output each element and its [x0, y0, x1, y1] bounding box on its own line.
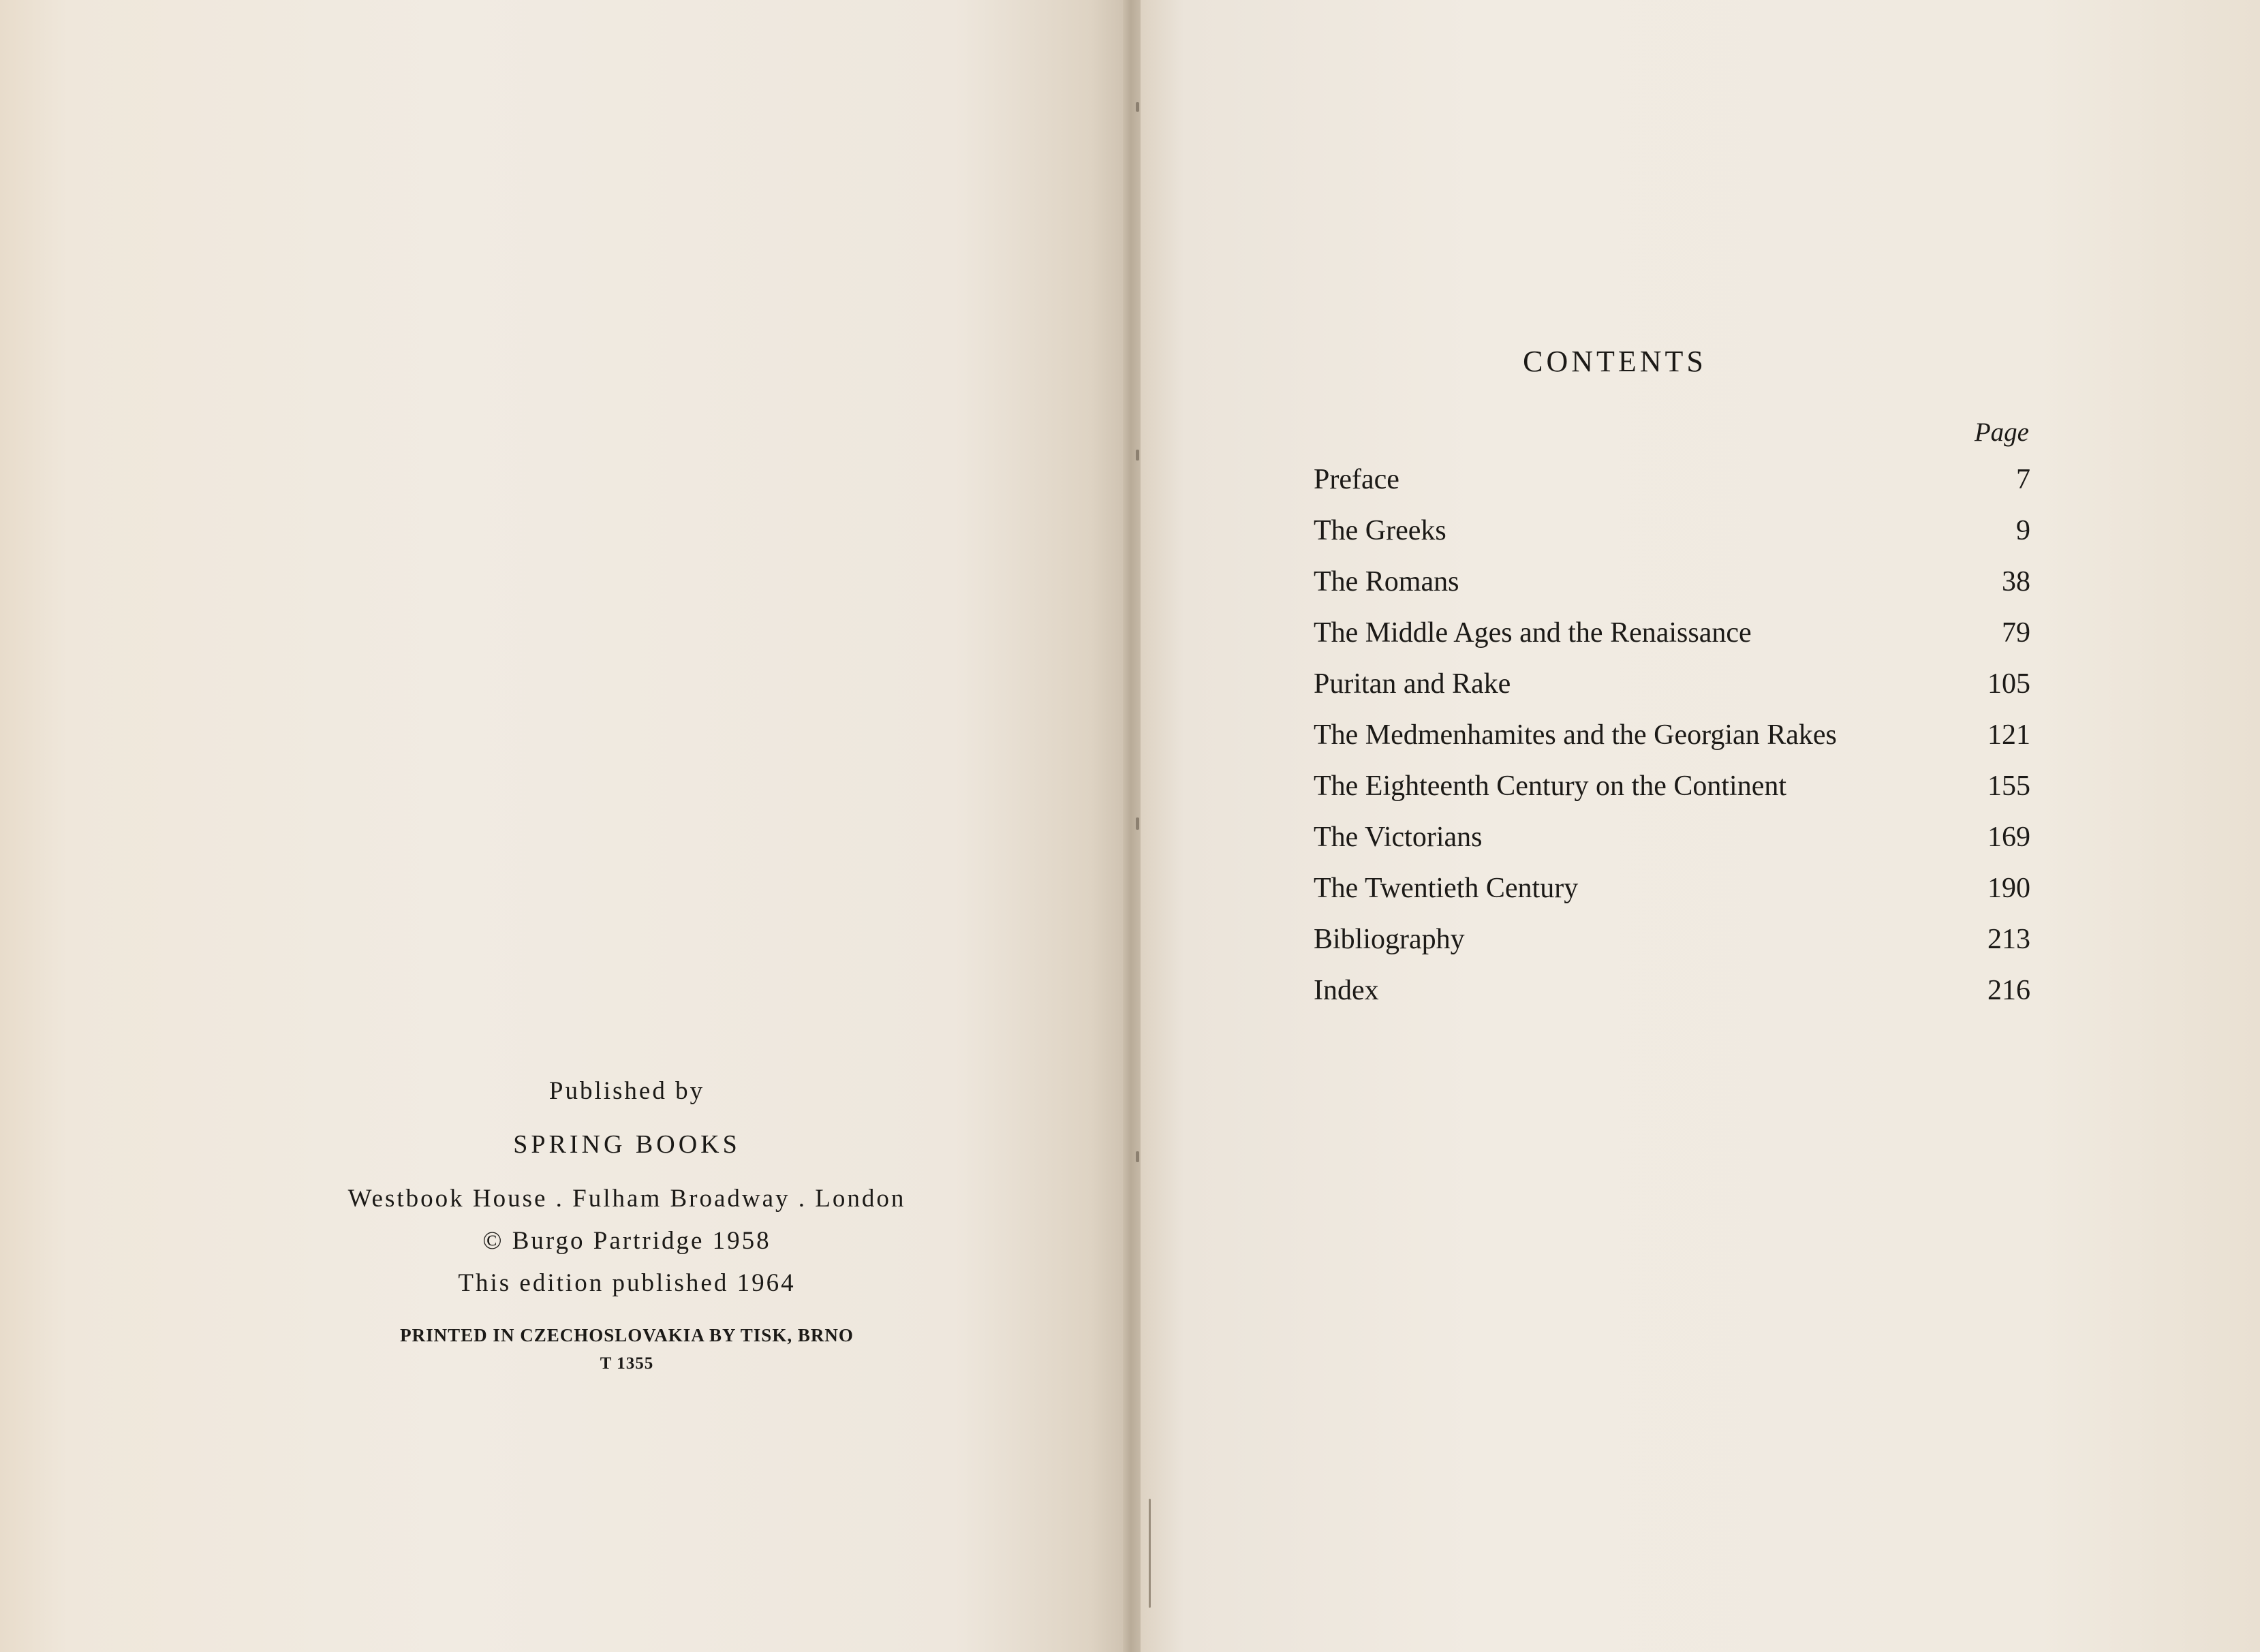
toc-entry-title: Index: [1314, 975, 1379, 1006]
toc-entry-title: The Victorians: [1314, 822, 1483, 853]
toc-entry-title: The Greeks: [1314, 515, 1446, 546]
toc-entry-page: 105: [1987, 668, 2030, 700]
binding-stitch: [1136, 450, 1139, 461]
edition-line: This edition published 1964: [458, 1269, 796, 1297]
contents-heading: CONTENTS: [1523, 345, 1707, 378]
copyright-line: © Burgo Partridge 1958: [482, 1227, 771, 1255]
toc-entry-title: The Middle Ages and the Renaissance: [1314, 617, 1752, 649]
toc-entry: [1314, 770, 2030, 811]
toc-entry: [1314, 565, 2030, 606]
toc-entry-title: The Medmenhamites and the Georgian Rakes: [1314, 719, 1837, 751]
binding-stitch: [1136, 102, 1139, 112]
toc-entry: [1314, 719, 2030, 760]
toc-entry-title: The Eighteenth Century on the Continent: [1314, 770, 1787, 802]
toc-entry-title: Preface: [1314, 464, 1399, 495]
toc-entry-page: 79: [2002, 617, 2030, 649]
page-column-label: Page: [1974, 418, 2029, 447]
toc-entry-page: 7: [2016, 464, 2030, 495]
toc-entry: [1314, 821, 2030, 862]
binding-stitch: [1136, 817, 1139, 830]
toc-entry-title: Puritan and Rake: [1314, 668, 1511, 700]
toc-entry: [1314, 514, 2030, 555]
published-by-label: Published by: [548, 1077, 705, 1105]
toc-entry: [1314, 617, 2030, 657]
toc-entry-page: 121: [1987, 719, 2030, 751]
left-page: [0, 0, 1124, 1652]
toc-entry: [1314, 463, 2030, 504]
toc-entry: [1314, 668, 2030, 708]
toc-entry: [1314, 872, 2030, 913]
printer-line: PRINTED IN CZECHOSLOVAKIA BY TISK, BRNO: [400, 1325, 854, 1345]
toc-entry-page: 169: [1987, 822, 2030, 853]
publisher-name: SPRING BOOKS: [513, 1130, 741, 1159]
toc-entry-title: The Twentieth Century: [1314, 873, 1579, 904]
toc-entry-title: Bibliography: [1314, 924, 1465, 955]
print-code: T 1355: [600, 1354, 654, 1373]
toc-entry-page: 9: [2016, 515, 2030, 546]
publisher-address: Westbook House . Fulham Broadway . London: [347, 1185, 906, 1213]
loose-thread: [1149, 1499, 1151, 1608]
toc-entry-page: 216: [1987, 975, 2030, 1006]
toc-entry: [1314, 923, 2030, 964]
toc-entry-title: The Romans: [1314, 566, 1459, 597]
toc-entry-page: 190: [1987, 873, 2030, 904]
toc-entry-page: 155: [1987, 770, 2030, 802]
toc-entry-page: 213: [1987, 924, 2030, 955]
binding-stitch: [1136, 1151, 1139, 1162]
toc-entry-page: 38: [2002, 566, 2030, 597]
toc-entry: [1314, 974, 2030, 1015]
